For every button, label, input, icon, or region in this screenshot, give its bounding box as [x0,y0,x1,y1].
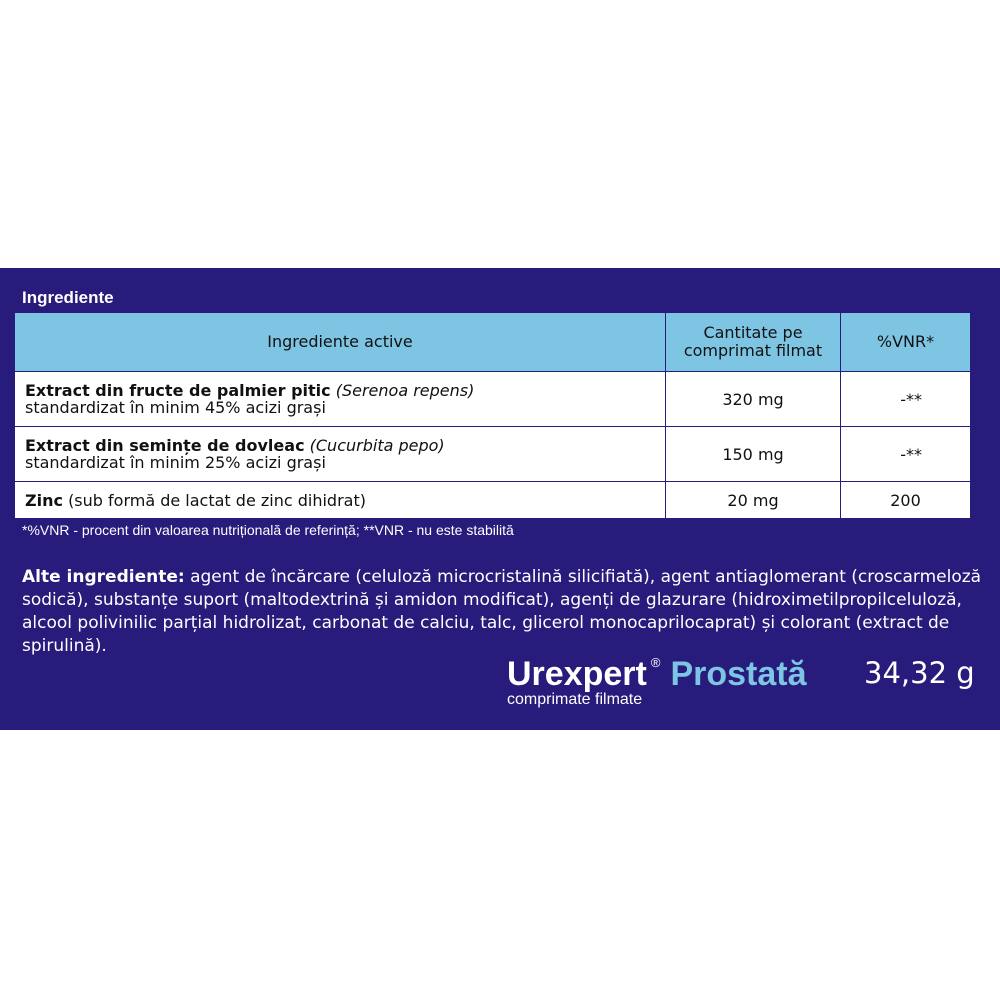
registered-mark: ® [650,655,661,670]
header-active-ingredients: Ingrediente active [15,313,666,372]
header-quantity [666,313,841,372]
quantity-cell: 320 mg [666,372,841,427]
brand-name: Urexpert [507,655,647,693]
other-ingredients-text: agent de încărcare (celuloză microcristalină silicifiată), agent antiaglomerant (croscarmeloză sodică), substanțe suport (maltodextrină și amidon modificat), agenți de glazurare (hidroximetilpropilceluloză, alcool polivinilic parțial hidrolizat, carbonat de calciu, talc, glicerol monocaprilocaprat) și colorant (extract de spirulină). [22,567,982,656]
ingredient-name: Extract din semințe de dovleac [25,436,305,455]
net-weight: 34,32 g [864,656,975,690]
ingredient-latin-name: (Cucurbita pepo) [309,436,445,455]
brand-logo [507,644,807,709]
header-vnr: %VNR* [841,313,971,372]
quantity-cell: 150 mg [666,427,841,482]
ingredient-detail: (sub formă de lactat de zinc dihidrat) [68,490,366,510]
header-quantity-line1: Cantitate pe [703,323,803,342]
vnr-cell: -** [841,372,971,427]
vnr-footnote: *%VNR - procent din valoarea nutrițională de referință; **VNR - nu este stabilită [22,522,514,538]
ingredients-table [14,312,971,519]
vnr-cell: -** [841,427,971,482]
section-title: Ingrediente [22,288,114,307]
product-form: comprimate filmate [507,691,643,708]
ingredient-name: Extract din fructe de palmier pitic [25,381,331,400]
ingredient-detail: standardizat în minim 45% acizi grași [25,398,326,417]
header-quantity-line2: comprimat filmat [683,341,823,360]
table-row [15,482,971,519]
table-row [15,427,971,482]
ingredient-name: Zinc [25,490,63,510]
label-panel [0,268,1000,730]
ingredient-detail: standardizat în minim 25% acizi grași [25,453,326,472]
product-name: Prostată [670,655,807,693]
table-row [15,372,971,427]
quantity-cell: 20 mg [666,482,841,519]
other-ingredients-label: Alte ingrediente: [22,567,185,587]
ingredient-latin-name: (Serenoa repens) [335,381,475,400]
ingredient-cell [15,427,666,482]
table-header-row [15,313,971,372]
ingredient-cell [15,482,666,519]
other-ingredients [22,566,982,658]
ingredient-cell [15,372,666,427]
vnr-cell: 200 [841,482,971,519]
